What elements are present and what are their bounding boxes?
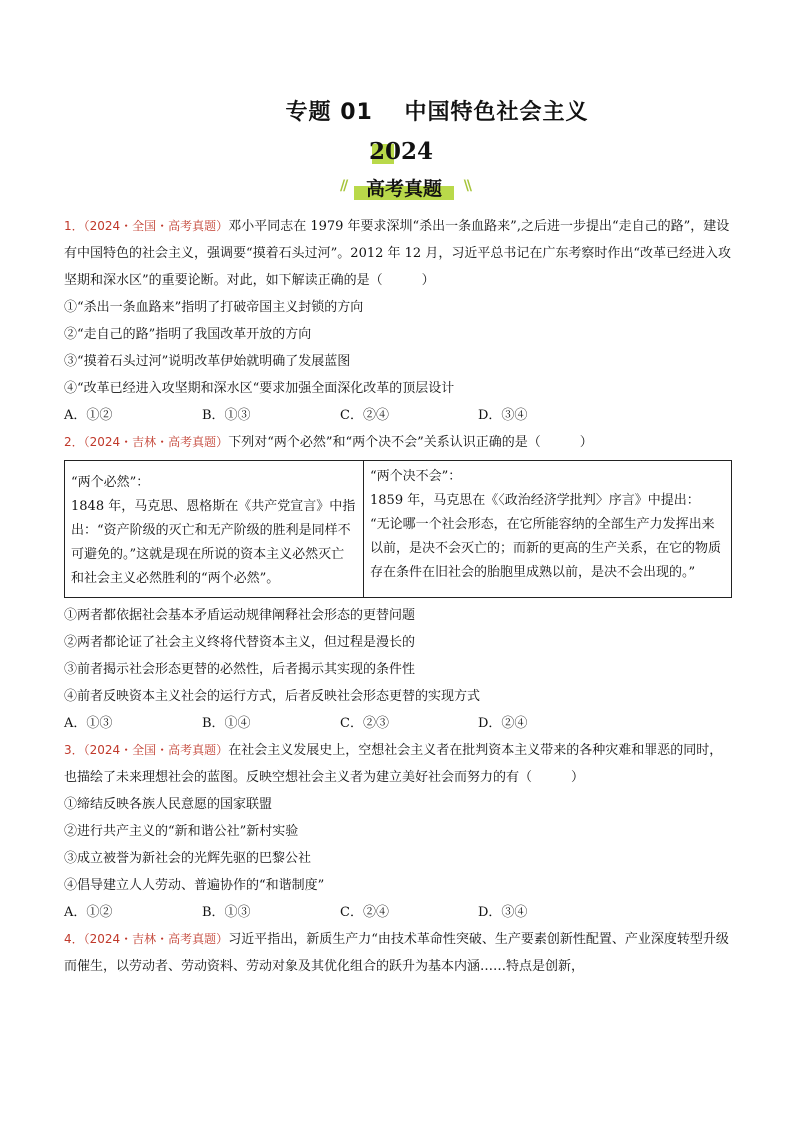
- question-text: 习近平指出，新质生产力“由技术革命性突破、生产要素创新性配置、产业深度转型升级而催生，以劳动者、劳动资料、劳动对象及其优化组合的跃升为基本内涵……特点是创新，: [64, 932, 729, 974]
- page-title: 专题 01 中国特色社会主义: [285, 100, 589, 125]
- quote-heading: “两个决不会”：: [370, 469, 462, 484]
- quote-body: “无论哪一个社会形态，在它所能容纳的全部生产力发挥出来以前，是决不会灭亡的；而新的更高的生产关系，在它的物质存在条件在旧社会的胎胞里成熟以前，是决不会出现的。”: [370, 517, 722, 580]
- statement-item: ③成立被誉为新社会的光辉先驱的巴黎公社: [64, 851, 312, 866]
- answer-options: [64, 402, 732, 429]
- statement-item: ④倡导建立人人劳动、普遍协作的“和谐制度”: [64, 878, 325, 893]
- question-number: 1．: [64, 219, 84, 233]
- option-a: A．①②: [64, 408, 113, 423]
- statement-item: ①“杀出一条血路来”指明了打破帝国主义封锁的方向: [64, 300, 364, 315]
- statement-item: ②“走自己的路”指明了我国改革开放的方向: [64, 327, 312, 342]
- answer-options: [64, 710, 732, 737]
- answer-options: [64, 899, 732, 926]
- question-number: 3．: [64, 743, 84, 757]
- option-b: B．①④: [202, 716, 251, 731]
- option-a: A．①③: [64, 716, 113, 731]
- quote-body: 1859 年，马克思在《〈政治经济学批判〉序言》中提出：: [370, 493, 700, 508]
- section-banner: [340, 174, 470, 202]
- year-label: 2024: [368, 138, 433, 165]
- question-source: （2024・全国・高考真题）: [83, 219, 229, 233]
- question-text: 邓小平同志在 1979 年要求深圳“杀出一条血路来”,之后进一步提出“走自己的路”，建设有中国特色的社会主义，强调要“摸着石头过河”。2012 年 12 月，习近平总书记在广东考察时作出“改革已经进入攻坚期和深水区”的重要论断。对此，如下解读正确的是（ ）: [64, 219, 731, 288]
- question-1-stem: [64, 213, 732, 294]
- question-text: 下列对“两个必然”和“两个决不会”关系认识正确的是（ ）: [228, 435, 593, 450]
- question-4-stem: [64, 926, 732, 980]
- option-c: C．②④: [340, 408, 389, 423]
- decor-slashes-right: \\: [463, 178, 470, 194]
- question-source: （2024・吉林・高考真题）: [83, 435, 229, 449]
- decor-slashes-left: //: [340, 178, 347, 194]
- option-a: A．①②: [64, 905, 113, 920]
- statement-item: ①两者都依据社会基本矛盾运动规律阐释社会形态的更替问题: [64, 608, 416, 623]
- statement-item: ③“摸着石头过河”说明改革伊始就明确了发展蓝图: [64, 354, 351, 369]
- quote-right-cell: [364, 461, 732, 598]
- question-text: 在社会主义发展史上，空想社会主义者在批判资本主义带来的各种灾难和罪恶的同时，也描绘了未来理想社会的蓝图。反映空想社会主义者为建立美好社会而努力的有（ ）: [64, 743, 723, 785]
- year-badge: [366, 138, 436, 168]
- quote-left-cell: [65, 461, 364, 598]
- quote-table: [64, 460, 732, 598]
- option-c: C．②③: [340, 716, 389, 731]
- question-3-stem: [64, 737, 732, 791]
- question-number: 2．: [64, 435, 84, 449]
- option-b: B．①③: [202, 905, 251, 920]
- question-source: （2024・全国・高考真题）: [83, 743, 229, 757]
- statement-item: ①缔结反映各族人民意愿的国家联盟: [64, 797, 273, 812]
- quote-body: 1848 年，马克思、恩格斯在《共产党宣言》中指出：“资产阶级的灭亡和无产阶级的胜利是同样不可避免的。”这就是现在所说的资本主义必然灭亡和社会主义必然胜利的“两个必然”。: [71, 499, 356, 586]
- statement-item: ④“改革已经进入攻坚期和深水区“要求加强全面深化改革的顶层设计: [64, 381, 455, 396]
- question-2-stem: [64, 429, 732, 456]
- statement-item: ②进行共产主义的“新和谐公社”新村实验: [64, 824, 299, 839]
- question-number: 4．: [64, 932, 84, 946]
- question-source: （2024・吉林・高考真题）: [83, 932, 229, 946]
- option-d: D．③④: [478, 408, 528, 423]
- banner-label: 高考真题: [365, 178, 442, 200]
- question-list: [64, 213, 732, 980]
- option-b: B．①③: [202, 408, 251, 423]
- statement-item: ②两者都论证了社会主义终将代替资本主义，但过程是漫长的: [64, 635, 416, 650]
- option-c: C．②④: [340, 905, 389, 920]
- option-d: D．③④: [478, 905, 528, 920]
- statement-item: ③前者揭示社会形态更替的必然性，后者揭示其实现的条件性: [64, 662, 416, 677]
- statement-item: ④前者反映资本主义社会的运行方式，后者反映社会形态更替的实现方式: [64, 689, 481, 704]
- option-d: D．②④: [478, 716, 528, 731]
- quote-heading: “两个必然”：: [71, 475, 150, 490]
